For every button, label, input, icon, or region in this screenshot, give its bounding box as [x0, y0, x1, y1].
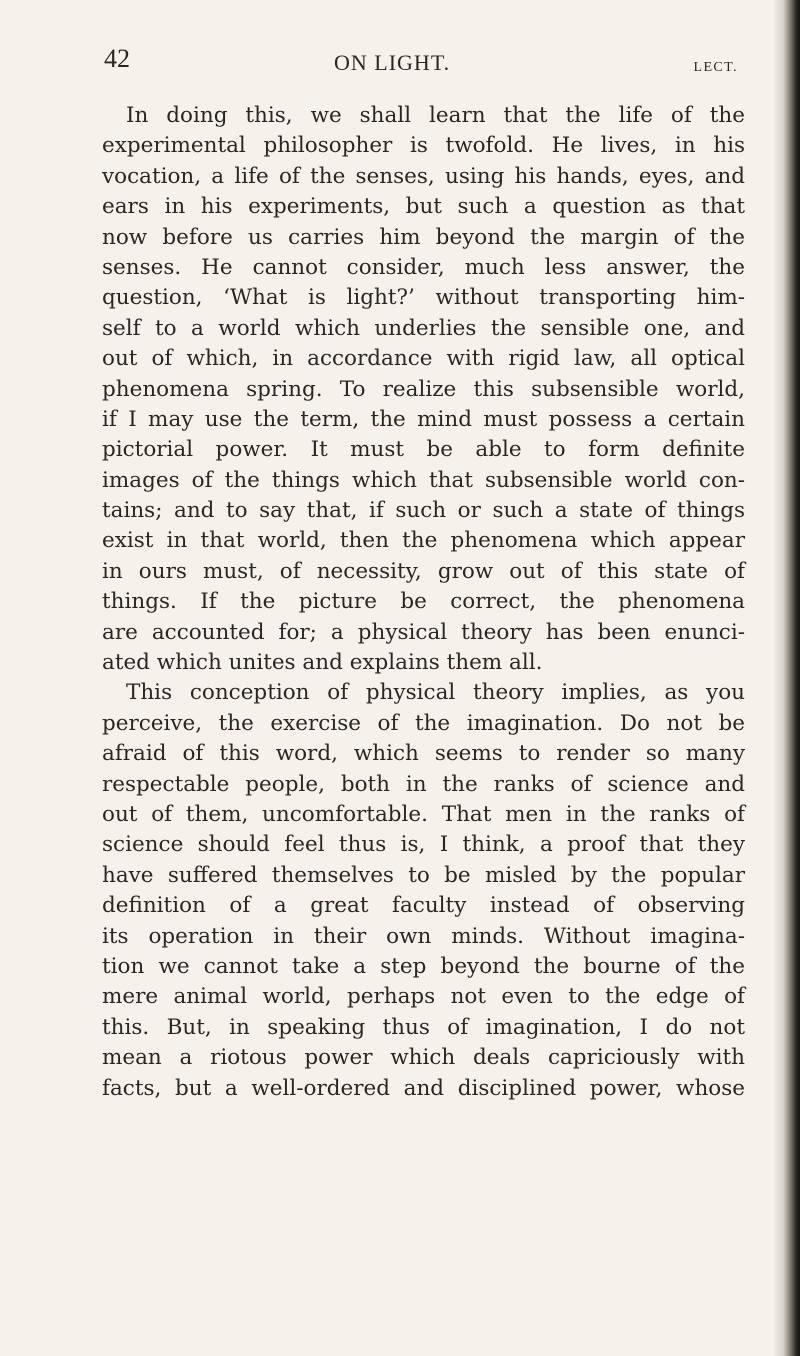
- text-line: vocation, a life of the senses, using his hands, eyes, and: [102, 163, 745, 189]
- text-line: if I may use the term, the mind must possess a certain: [102, 406, 745, 432]
- text-line: its operation in their own minds. Without imagina-: [102, 923, 745, 949]
- text-line: in ours must, of necessity, grow out of this state of: [102, 558, 745, 584]
- text-line: ears in his experiments, but such a question as that: [102, 194, 745, 220]
- text-line: question, ‘What is light?’ without transporting him-: [102, 285, 745, 311]
- book-spine-shadow: [774, 0, 800, 1356]
- text-line: respectable people, both in the ranks of science and: [102, 771, 745, 797]
- text-line: this. But, in speaking thus of imagination, I do not: [102, 1014, 745, 1040]
- text-line: tains; and to say that, if such or such a state of things: [102, 498, 745, 524]
- text-line: self to a world which underlies the sensible one, and: [102, 315, 745, 341]
- text-line: In doing this, we shall learn that the life of the: [126, 103, 745, 128]
- text-line: mere animal world, perhaps not even to the edge of: [102, 984, 745, 1010]
- text-line: have suffered themselves to be misled by the popular: [102, 862, 745, 888]
- text-line: now before us carries him beyond the margin of the: [102, 224, 745, 250]
- text-line: out of which, in accordance with rigid law, all optical: [102, 346, 745, 372]
- text-line: afraid of this word, which seems to render so many: [102, 741, 745, 767]
- page-header: [104, 42, 738, 82]
- text-line: facts, but a well-ordered and disciplined power, whose: [102, 1075, 745, 1101]
- section-marker: LECT.: [693, 60, 738, 75]
- text-line: images of the things which that subsensible world con-: [102, 467, 745, 493]
- text-line: exist in that world, then the phenomena which appear: [102, 528, 745, 554]
- text-line: things. If the picture be correct, the phenomena: [102, 589, 745, 615]
- text-line: senses. He cannot consider, much less answer, the: [102, 254, 745, 280]
- text-line: This conception of physical theory implies, as you: [126, 680, 745, 706]
- page-number: 42: [104, 44, 130, 73]
- text-line: mean a riotous power which deals capriciously with: [102, 1045, 745, 1071]
- text-line: definition of a great faculty instead of observing: [102, 893, 745, 919]
- text-line: ated which unites and explains them all.: [102, 650, 543, 676]
- text-line: perceive, the exercise of the imagination. Do not be: [102, 710, 745, 736]
- text-line: pictorial power. It must be able to form definite: [102, 437, 745, 463]
- text-line: out of them, uncomfortable. That men in the ranks of: [102, 801, 745, 827]
- text-line: science should feel thus is, I think, a proof that they: [102, 832, 745, 858]
- text-line: are accounted for; a physical theory has been enunci-: [102, 619, 745, 645]
- body-text: [102, 101, 745, 1104]
- text-line: phenomena spring. To realize this subsensible world,: [102, 376, 745, 402]
- running-title: ON LIGHT.: [334, 50, 451, 75]
- text-line: tion we cannot take a step beyond the bourne of the: [102, 953, 745, 979]
- text-line: experimental philosopher is twofold. He lives, in his: [102, 133, 745, 159]
